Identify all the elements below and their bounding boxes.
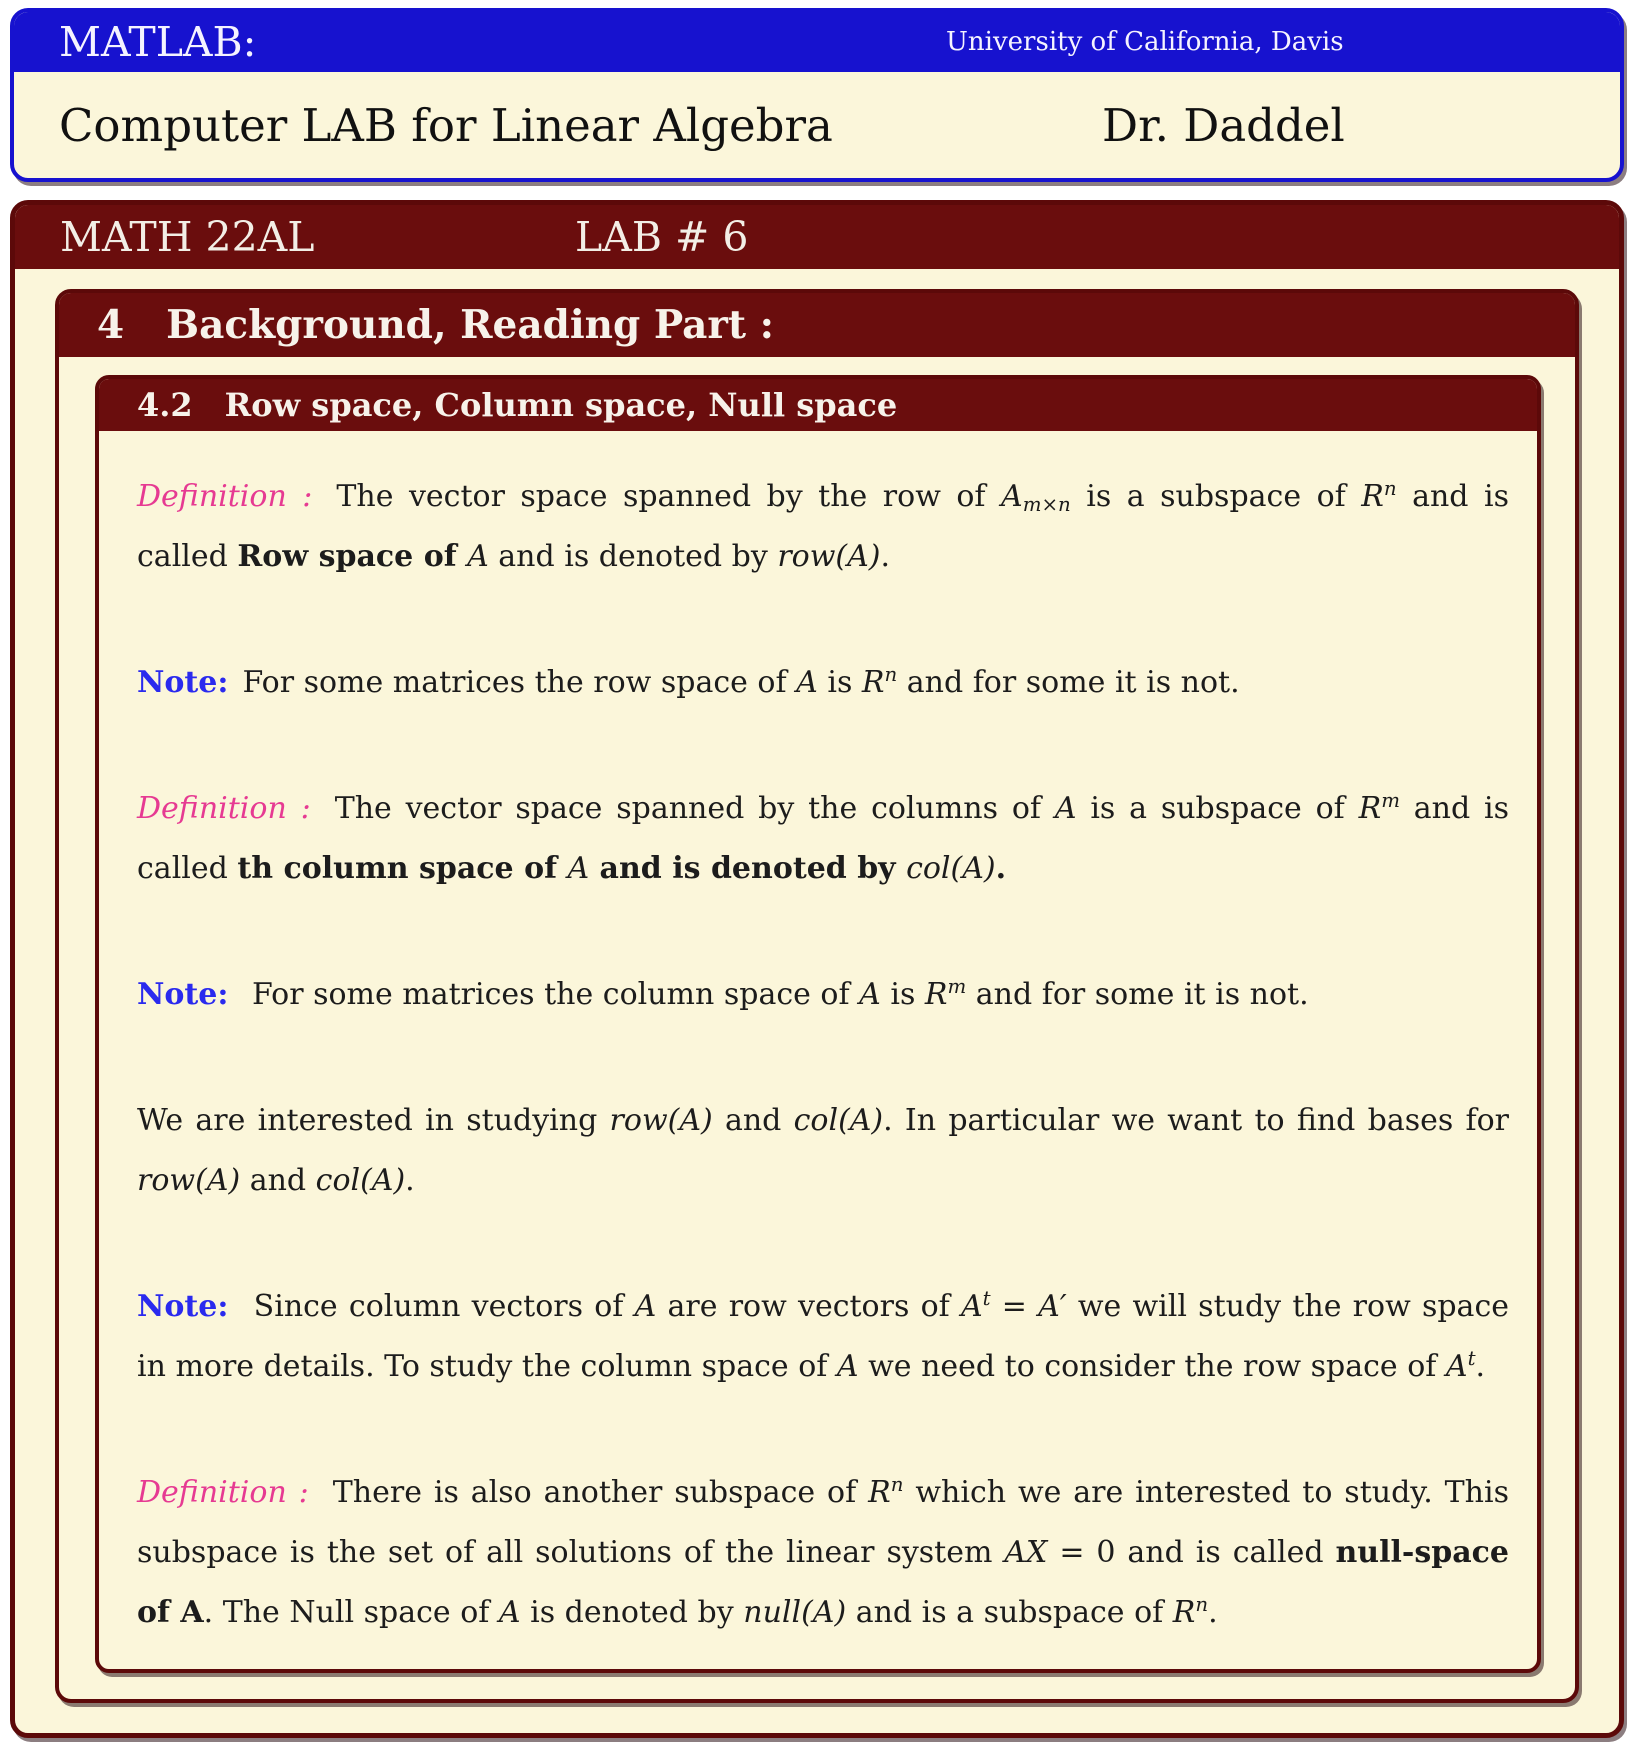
body-text: and is called — [137, 791, 1510, 886]
definition-column-space — [137, 779, 1509, 899]
title-box — [10, 8, 1624, 182]
math-superscript: t — [1467, 1347, 1476, 1370]
bold-text: th column space of — [237, 851, 568, 886]
math-text: A — [1445, 1349, 1468, 1384]
bold-text: and is denoted by — [589, 851, 907, 886]
math-text: R — [868, 1475, 891, 1510]
note-label: Note: — [137, 977, 229, 1012]
section-header-bar — [59, 293, 1575, 357]
math-text: R — [861, 665, 885, 700]
lab-number: LAB # 6 — [575, 213, 749, 261]
math-subscript: m×n — [1022, 492, 1071, 516]
body-text: Since column vectors of — [242, 1289, 635, 1324]
definition-label: Definition : — [137, 1475, 309, 1510]
math-text: R — [1361, 479, 1384, 514]
author-name: Dr. Daddel — [1102, 98, 1345, 152]
bold-text: null-space of A — [137, 1535, 1509, 1630]
math-text: A′ — [1038, 1289, 1067, 1324]
math-text: R — [1358, 791, 1382, 826]
lab-header-bar — [15, 205, 1619, 269]
subsection-number: 4.2 — [137, 386, 193, 424]
body-text: . In particular we want to find bases for — [883, 1103, 1509, 1138]
body-text: and is denoted by — [488, 539, 778, 574]
math-text: col(A) — [315, 1163, 406, 1198]
body-text: . — [405, 1163, 415, 1198]
math-text: row(A) — [609, 1103, 713, 1138]
section-body — [59, 357, 1575, 1699]
body-text: is a subspace of — [1076, 791, 1359, 826]
math-text: A — [634, 1289, 657, 1324]
math-text: A — [1001, 479, 1023, 514]
math-text: col(A) — [906, 851, 996, 886]
body-text: . The Null space of — [203, 1595, 499, 1630]
body-text: = — [990, 1289, 1039, 1324]
math-superscript: m — [947, 975, 967, 998]
note-column-space — [137, 965, 1509, 1025]
math-superscript: n — [884, 663, 898, 686]
body-text: is — [817, 665, 862, 700]
title-body — [14, 72, 1620, 178]
math-superscript: n — [890, 1473, 904, 1496]
math-text: AX — [1004, 1535, 1048, 1570]
app-title: MATLAB: — [59, 18, 257, 66]
math-text: col(A) — [793, 1103, 884, 1138]
math-text: A — [498, 1595, 521, 1630]
definition-null-space — [137, 1463, 1509, 1643]
body-text: is — [880, 977, 925, 1012]
lab-box — [10, 200, 1624, 1738]
math-text: A — [467, 539, 489, 574]
section-title: Background, Reading Part : — [166, 302, 774, 348]
math-text: row(A) — [137, 1163, 241, 1198]
body-text: are row vectors of — [656, 1289, 961, 1324]
note-label: Note: — [137, 665, 229, 700]
body-text: The vector space spanned by the columns of — [334, 791, 1055, 826]
definition-row-space — [137, 467, 1509, 587]
body-text: we need to consider the row space of — [858, 1349, 1446, 1384]
subsection-title: Row space, Column space, Null space — [224, 386, 898, 424]
body-text: is a subspace of — [1070, 479, 1362, 514]
body-text: and — [712, 1103, 794, 1138]
subsection-box — [95, 375, 1541, 1673]
note-label: Note: — [137, 1289, 229, 1324]
section-number: 4 — [97, 302, 125, 348]
math-superscript: n — [1383, 477, 1397, 500]
title-bar — [14, 12, 1620, 72]
bold-text: Row space of — [237, 539, 468, 574]
bold-text: . — [995, 851, 1007, 886]
body-text: is denoted by — [520, 1595, 744, 1630]
body-text: . — [880, 539, 891, 574]
body-text: The vector space spanned by the row of — [336, 479, 1002, 514]
body-text: For some matrices the column space of — [242, 977, 860, 1012]
math-superscript: n — [1195, 1593, 1209, 1616]
body-text: = 0 and is called — [1047, 1535, 1336, 1570]
note-transpose — [137, 1277, 1509, 1397]
math-text: A — [1054, 791, 1077, 826]
math-text: A — [960, 1289, 983, 1324]
body-text: . — [1475, 1349, 1486, 1384]
lab-body — [15, 269, 1619, 1703]
subsection-header-bar — [99, 379, 1537, 431]
definition-label: Definition : — [137, 791, 311, 826]
math-text: A — [567, 851, 590, 886]
note-row-space — [137, 653, 1509, 713]
math-text: A — [836, 1349, 859, 1384]
math-text: A — [859, 977, 881, 1012]
body-text: and for some it is not. — [966, 977, 1309, 1012]
definition-label: Definition : — [137, 479, 313, 514]
math-text: row(A) — [777, 539, 881, 574]
body-text: We are interested in studying — [137, 1103, 610, 1138]
university-name: University of California, Davis — [946, 27, 1344, 57]
body-text: For some matrices the row space of — [242, 665, 797, 700]
body-text: which we are interested to study. This subspace is the set of all solutions of the linear system — [137, 1475, 1509, 1570]
subsection-content — [99, 431, 1537, 1669]
paragraph-interest — [137, 1091, 1509, 1211]
body-text: and — [240, 1163, 316, 1198]
body-text: and for some it is not. — [897, 665, 1240, 700]
course-code: MATH 22AL — [60, 213, 315, 261]
math-superscript: t — [982, 1287, 991, 1310]
math-text: A — [796, 665, 818, 700]
body-text: we will study the row space in more details. To study the column space of — [137, 1289, 1509, 1384]
math-text: R — [1172, 1595, 1196, 1630]
section-box — [55, 289, 1579, 1703]
math-superscript: m — [1381, 789, 1400, 812]
math-text: R — [924, 977, 948, 1012]
body-text: . — [1208, 1595, 1218, 1630]
course-subtitle: Computer LAB for Linear Algebra — [59, 98, 833, 152]
math-text: null(A) — [743, 1595, 847, 1630]
body-text: There is also another subspace of — [332, 1475, 869, 1510]
body-text: and is called — [137, 479, 1509, 574]
body-text: and is a subspace of — [846, 1595, 1173, 1630]
